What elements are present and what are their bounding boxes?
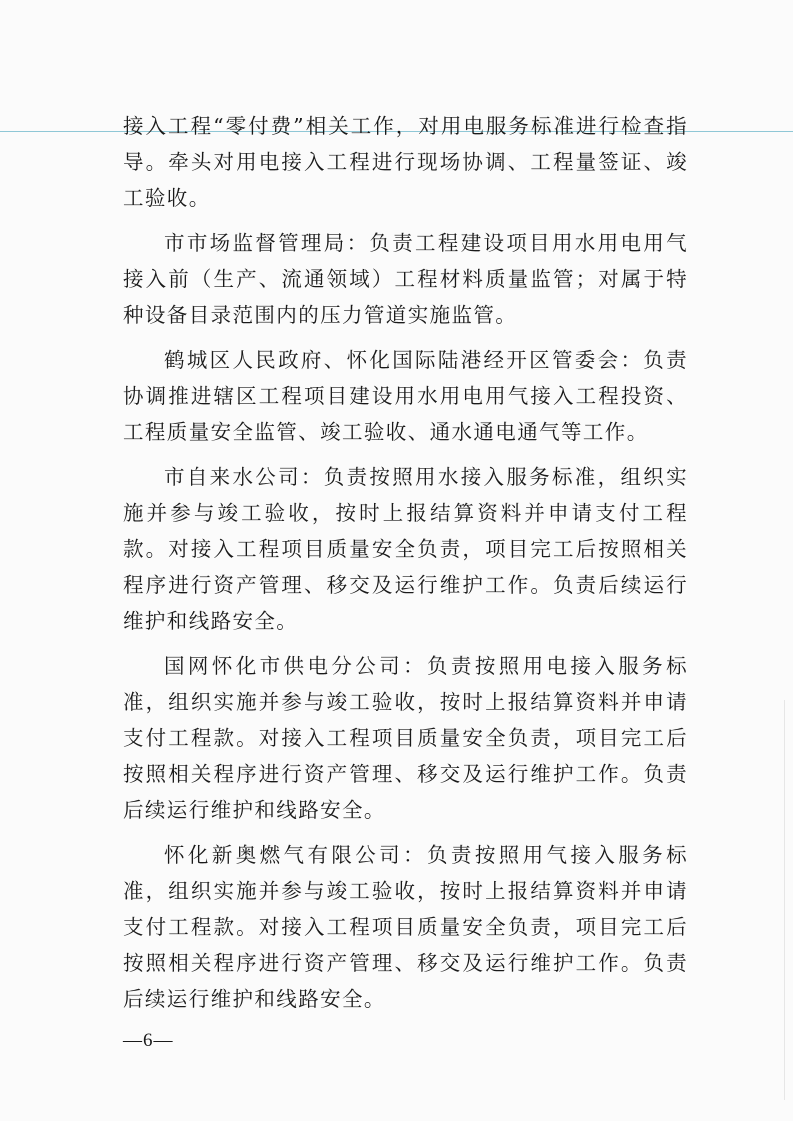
paragraph-power-company: 国网怀化市供电分公司：负责按照用电接入服务标准，组织实施并参与竣工验收，按时上报结算资料并申请支付工程款。对接入工程项目质量安全负责，项目完工后按照相关程序进行资产管理、移交及运行维护工作。负责后续运行维护和线路安全。: [123, 654, 688, 822]
paragraph-water-company: 市自来水公司：负责按照用水接入服务标准，组织实施并参与竣工验收，按时上报结算资料并申请支付工程款。对接入工程项目质量安全负责，项目完工后按照相关程序进行资产管理、移交及运行维护工作。负责后续运行维护和线路安全。: [123, 465, 688, 633]
document-body: [123, 108, 688, 1026]
paragraph-continuation: 接入工程“零付费”相关工作，对用电服务标准进行检查指导。牵头对用电接入工程进行现场协调、工程量签证、竣工验收。: [123, 114, 688, 210]
paragraph-district-government: 鹤城区人民政府、怀化国际陆港经开区管委会：负责协调推进辖区工程项目建设用水用电用气接入工程投资、工程质量安全监管、竣工验收、通水通电通气等工作。: [123, 348, 688, 444]
paragraph-market-supervision: 市市场监督管理局：负责工程建设项目用水用电用气接入前（生产、流通领域）工程材料质量监管；对属于特种设备目录范围内的压力管道实施监管。: [123, 231, 688, 327]
page-number: —6—: [123, 1030, 174, 1051]
scan-edge: [784, 700, 785, 1100]
paragraph-gas-company: 怀化新奥燃气有限公司：负责按照用气接入服务标准，组织实施并参与竣工验收，按时上报结算资料并申请支付工程款。对接入工程项目质量安全负责，项目完工后按照相关程序进行资产管理、移交及运行维护工作。负责后续运行维护和线路安全。: [123, 843, 688, 1011]
